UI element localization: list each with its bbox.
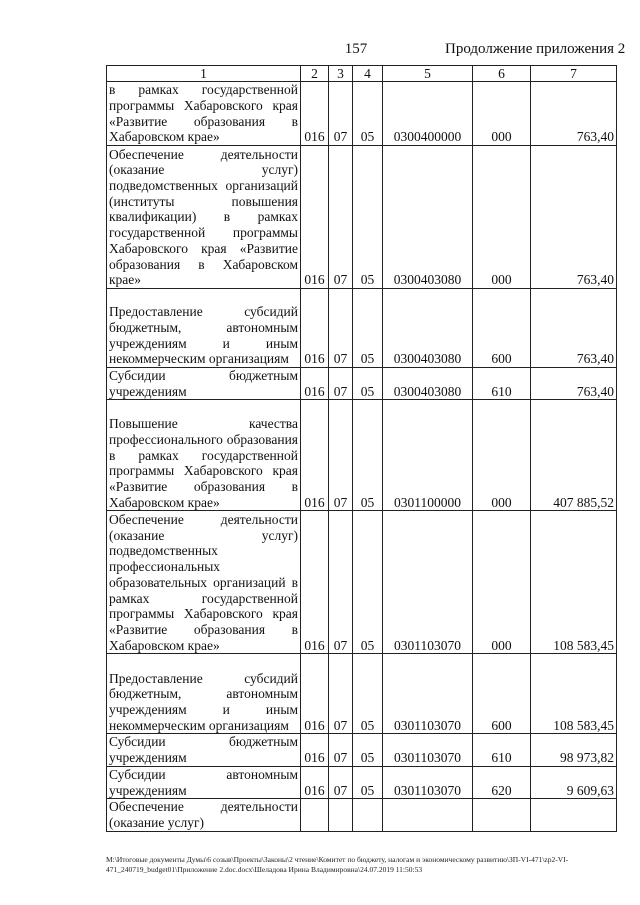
budget-table — [106, 65, 617, 832]
continuation-label: Продолжение приложения 2 — [445, 41, 626, 57]
cell-target-code: 0301103070 — [383, 734, 473, 766]
cell-ministry-code — [301, 799, 329, 831]
column-header: 5 — [383, 66, 473, 82]
cell-expense-type: 620 — [473, 766, 531, 798]
cell-section-code: 07 — [329, 511, 353, 654]
cell-section-code: 07 — [329, 654, 353, 734]
row-description: Обеспечение деятельности (оказание услуг) подведомственных организаций (институты повышения квалификации) в рамках государственной программы Хабаровского края «Развитие образования в Хабаровском крае» — [107, 146, 301, 289]
cell-amount: 407 885,52 — [531, 400, 617, 511]
cell-expense-type: 600 — [473, 289, 531, 368]
file-path-line: 471_240719_budget01\Приложение 2.doc.docx\Шеладова Ирина Владимировна\24.07.2019 11:50:53 — [106, 865, 423, 874]
row-description: Повышение качества профессионального образования в рамках государственной программы Хабаровского края «Развитие образования в Хабаровском крае» — [107, 400, 301, 511]
cell-subsection-code: 05 — [353, 654, 383, 734]
cell-section-code: 07 — [329, 82, 353, 146]
column-header: 4 — [353, 66, 383, 82]
cell-subsection-code: 05 — [353, 734, 383, 766]
cell-section-code: 07 — [329, 734, 353, 766]
cell-section-code: 07 — [329, 146, 353, 289]
column-header: 7 — [531, 66, 617, 82]
cell-expense-type: 610 — [473, 368, 531, 400]
cell-expense-type — [473, 799, 531, 831]
cell-subsection-code: 05 — [353, 289, 383, 368]
table-header-row — [107, 66, 617, 82]
cell-section-code — [329, 799, 353, 831]
cell-target-code: 0300403080 — [383, 368, 473, 400]
cell-target-code: 0301103070 — [383, 511, 473, 654]
row-description: Предоставление субсидий бюджетным, автономным учреждениям и иным некоммерческим организациям — [107, 654, 301, 734]
column-header: 2 — [301, 66, 329, 82]
cell-target-code — [383, 799, 473, 831]
cell-ministry-code: 016 — [301, 511, 329, 654]
cell-ministry-code: 016 — [301, 289, 329, 368]
cell-target-code: 0301103070 — [383, 766, 473, 798]
cell-amount: 763,40 — [531, 146, 617, 289]
cell-target-code: 0301103070 — [383, 654, 473, 734]
table-row — [107, 289, 617, 368]
table-row — [107, 82, 617, 146]
cell-target-code: 0300403080 — [383, 289, 473, 368]
cell-ministry-code: 016 — [301, 734, 329, 766]
cell-target-code: 0301100000 — [383, 400, 473, 511]
row-description: Субсидии бюджетным учреждениям — [107, 734, 301, 766]
row-description: Обеспечение деятельности (оказание услуг) — [107, 799, 301, 831]
cell-expense-type: 000 — [473, 82, 531, 146]
cell-subsection-code: 05 — [353, 766, 383, 798]
cell-subsection-code: 05 — [353, 400, 383, 511]
cell-section-code: 07 — [329, 400, 353, 511]
row-description: Субсидии автономным учреждениям — [107, 766, 301, 798]
cell-amount: 763,40 — [531, 289, 617, 368]
table-row — [107, 766, 617, 798]
cell-ministry-code: 016 — [301, 654, 329, 734]
cell-amount: 108 583,45 — [531, 511, 617, 654]
table-row — [107, 799, 617, 831]
cell-expense-type: 000 — [473, 146, 531, 289]
table-row — [107, 734, 617, 766]
column-header: 1 — [107, 66, 301, 82]
cell-ministry-code: 016 — [301, 146, 329, 289]
row-description: Предоставление субсидий бюджетным, автономным учреждениям и иным некоммерческим организациям — [107, 289, 301, 368]
row-description: Субсидии бюджетным учреждениям — [107, 368, 301, 400]
document-footer — [106, 855, 616, 875]
cell-expense-type: 610 — [473, 734, 531, 766]
cell-target-code: 0300400000 — [383, 82, 473, 146]
page-number: 157 — [344, 41, 368, 57]
cell-subsection-code: 05 — [353, 82, 383, 146]
cell-amount — [531, 799, 617, 831]
cell-target-code: 0300403080 — [383, 146, 473, 289]
file-path-line: M:\Итоговые документы Думы\6 созыв\Проекты\Законы\2 чтение\Комитет по бюджету, налогам и экономическому развитию\ЗП-VI-471\zp2-VI- — [106, 855, 569, 864]
cell-section-code: 07 — [329, 289, 353, 368]
cell-subsection-code: 05 — [353, 511, 383, 654]
cell-ministry-code: 016 — [301, 766, 329, 798]
cell-expense-type: 000 — [473, 511, 531, 654]
cell-amount: 98 973,82 — [531, 734, 617, 766]
cell-section-code: 07 — [329, 368, 353, 400]
cell-amount: 763,40 — [531, 82, 617, 146]
cell-amount: 9 609,63 — [531, 766, 617, 798]
cell-ministry-code: 016 — [301, 400, 329, 511]
table-row — [107, 400, 617, 511]
table-row — [107, 654, 617, 734]
row-description: в рамках государственной программы Хабаровского края «Развитие образования в Хабаровском крае» — [107, 82, 301, 146]
cell-ministry-code: 016 — [301, 368, 329, 400]
cell-section-code: 07 — [329, 766, 353, 798]
table-row — [107, 368, 617, 400]
column-header: 6 — [473, 66, 531, 82]
cell-expense-type: 000 — [473, 400, 531, 511]
cell-subsection-code: 05 — [353, 146, 383, 289]
cell-amount: 763,40 — [531, 368, 617, 400]
row-description: Обеспечение деятельности (оказание услуг) подведомственных профессиональных образовательных организаций в рамках государственной программы Хабаровского края «Развитие образования в Хабаровском крае» — [107, 511, 301, 654]
table-row — [107, 511, 617, 654]
cell-expense-type: 600 — [473, 654, 531, 734]
table-row — [107, 146, 617, 289]
cell-subsection-code: 05 — [353, 368, 383, 400]
cell-subsection-code — [353, 799, 383, 831]
cell-amount: 108 583,45 — [531, 654, 617, 734]
column-header: 3 — [329, 66, 353, 82]
cell-ministry-code: 016 — [301, 82, 329, 146]
